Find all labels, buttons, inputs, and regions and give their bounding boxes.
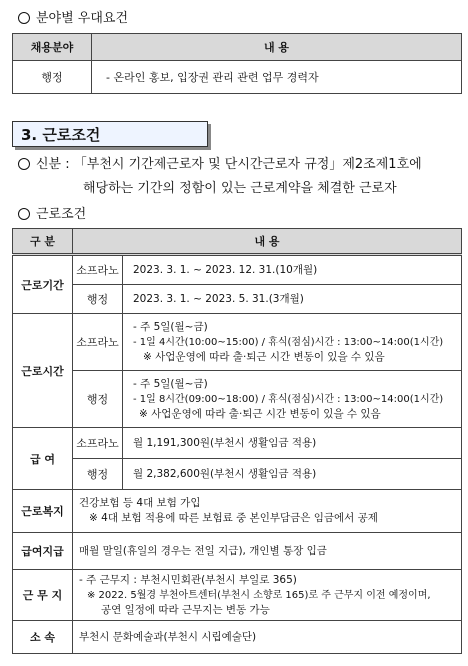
circle-bullet-icon	[18, 158, 30, 170]
col-field-header: 채용분야	[13, 34, 92, 61]
hours-admin-label: 행정	[73, 371, 123, 428]
pay-admin-label: 행정	[73, 459, 123, 490]
hours-label: 근로시간	[13, 314, 73, 428]
affiliation-value: 부천시 문화예술과(부천시 시립예술단)	[73, 621, 462, 654]
hours-soprano-line: ※ 사업운영에 따라 출·퇴근 시간 변동이 있을 수 있음	[143, 350, 385, 363]
status-line1: 「부천시 기간제근로자 및 단시간근로자 규정」제2조제1호에	[73, 157, 422, 172]
row-content: - 온라인 홍보, 입장권 관리 관련 업무 경력자	[92, 61, 462, 94]
payday-label: 급여지급	[13, 533, 73, 570]
circle-bullet-icon	[18, 208, 30, 220]
period-label: 근로기간	[13, 255, 73, 314]
period-admin-label: 행정	[73, 285, 123, 314]
welfare-line1: 건강보험 등 4대 보험 가입	[79, 497, 201, 509]
hours-soprano-line: - 주 5일(월~금)	[133, 320, 208, 333]
welfare-label: 근로복지	[13, 490, 73, 533]
col-category-header: 구 분	[13, 229, 73, 255]
hours-soprano-line: - 1일 4시간(10:00~15:00) / 휴식(점심)시간 : 13:00~14:00(1시간)	[133, 336, 444, 348]
circle-bullet-icon	[18, 12, 30, 24]
field-pref-heading	[18, 7, 128, 26]
period-soprano-value: 2023. 3. 1. ~ 2023. 12. 31.(10개월)	[123, 255, 462, 285]
hours-admin-value	[123, 371, 462, 428]
period-admin-value: 2023. 3. 1. ~ 2023. 5. 31.(3개월)	[123, 285, 462, 314]
welfare-value	[73, 490, 462, 533]
period-soprano-label: 소프라노	[73, 255, 123, 285]
col-content-header: 내 용	[73, 229, 462, 255]
workplace-value	[73, 570, 462, 621]
workplace-label: 근 무 지	[13, 570, 73, 621]
hours-admin-line: - 1일 8시간(09:00~18:00) / 휴식(점심)시간 : 13:00~14:00(1시간)	[133, 393, 444, 405]
pay-soprano-value: 월 1,191,300원(부천시 생활임금 적용)	[123, 428, 462, 459]
pay-label: 급 여	[13, 428, 73, 490]
hours-admin-line: - 주 5일(월~금)	[133, 377, 208, 390]
hours-soprano-label: 소프라노	[73, 314, 123, 371]
status-line2: 해당하는 기간의 정함이 있는 근로계약을 체결한 근로자	[83, 181, 397, 196]
conditions-table	[12, 228, 462, 654]
status-block	[18, 153, 458, 196]
conditions-heading	[18, 203, 86, 222]
workplace-line3: 공연 일정에 따라 근무지는 변동 가능	[101, 603, 270, 616]
hours-soprano-value	[123, 314, 462, 371]
pay-soprano-label: 소프라노	[73, 428, 123, 459]
affiliation-label: 소 속	[13, 621, 73, 654]
field-pref-table	[12, 33, 462, 94]
workplace-line1: - 주 근무지 : 부천시민회관(부천시 부일로 365)	[79, 573, 297, 586]
conditions-heading-text: 근로조건	[36, 207, 87, 222]
hours-admin-line: ※ 사업운영에 따라 출·퇴근 시간 변동이 있을 수 있음	[139, 407, 381, 420]
field-pref-heading-text: 분야별 우대요건	[36, 11, 129, 26]
welfare-line2: ※ 4대 보험 적용에 따른 보험료 중 본인부담금은 임금에서 공제	[89, 512, 378, 524]
status-label: 신분 :	[36, 157, 70, 172]
workplace-line2: ※ 2022. 5월경 부천아트센터(부천시 소향로 165)로 주 근무지 이전 예정이며,	[87, 589, 431, 601]
section-title: 3. 근로조건	[21, 126, 101, 144]
payday-value: 매월 말일(휴일의 경우는 전일 지급), 개인별 통장 입금	[73, 533, 462, 570]
row-field: 행정	[13, 61, 92, 94]
pay-admin-value: 월 2,382,600원(부천시 생활임금 적용)	[123, 459, 462, 490]
col-content-header: 내 용	[92, 34, 462, 61]
section-title-box	[12, 121, 208, 147]
